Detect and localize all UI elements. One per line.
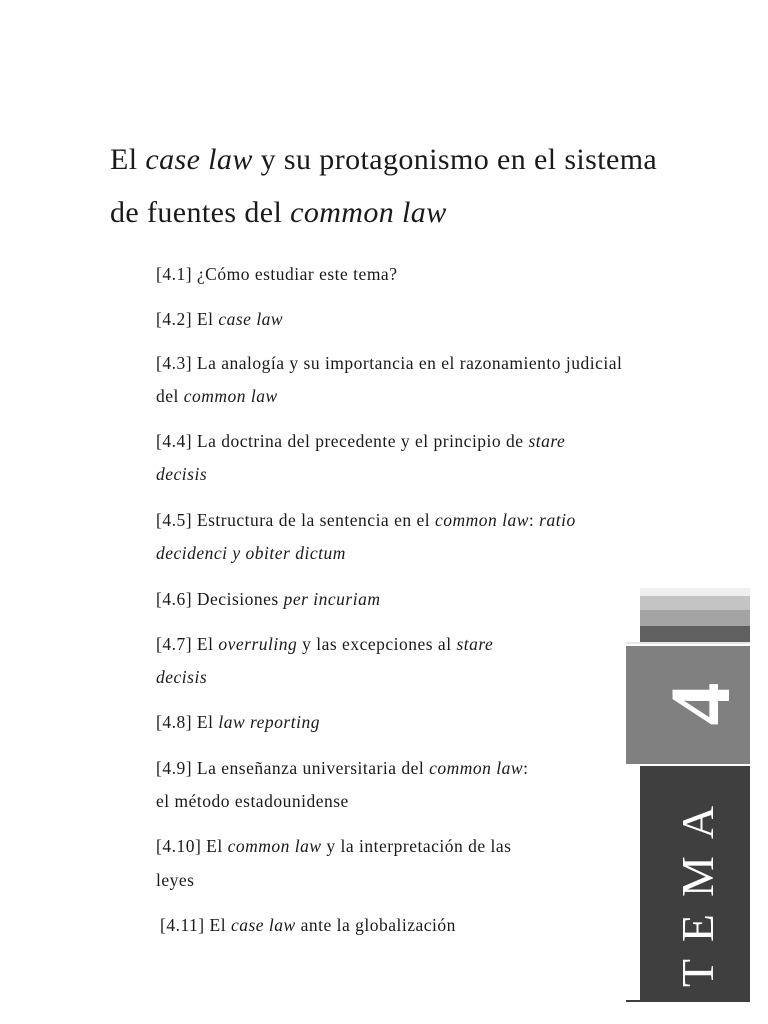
title-italic-term: common law bbox=[290, 196, 447, 229]
toc-item-text: : bbox=[523, 758, 529, 778]
toc-item-italic: decisis bbox=[156, 667, 208, 687]
toc-item-4-7-cont bbox=[156, 667, 207, 688]
toc-item-text: : bbox=[528, 510, 540, 530]
toc-item-text: La doctrina del precedente y el principio de bbox=[192, 431, 529, 451]
toc-item-italic: common law bbox=[434, 510, 529, 530]
toc-item-4-7[interactable] bbox=[156, 634, 493, 655]
toc-item-number: [4.3] bbox=[156, 353, 193, 373]
chapter-title bbox=[110, 133, 760, 239]
tab-stripe-band bbox=[640, 610, 750, 626]
toc-item-italic: decisis bbox=[156, 464, 208, 484]
title-text: de fuentes del bbox=[110, 196, 291, 229]
toc-item-italic: per incuriam bbox=[283, 589, 381, 609]
toc-item-number: [4.2] bbox=[156, 309, 193, 329]
tab-bottom-edge bbox=[626, 1000, 640, 1002]
toc-item-4-11[interactable] bbox=[160, 915, 456, 936]
toc-item-number: [4.9] bbox=[156, 758, 193, 778]
toc-item-number: [4.4] bbox=[156, 431, 193, 451]
toc-item-number: [4.5] bbox=[156, 510, 193, 530]
toc-item-number: [4.1] bbox=[156, 264, 193, 284]
toc-item-italic: decidenci y obiter dictum bbox=[156, 543, 346, 563]
toc-item-number: [4.6] bbox=[156, 589, 193, 609]
toc-item-italic: stare bbox=[456, 634, 494, 654]
toc-item-text: del bbox=[156, 386, 184, 406]
toc-item-4-3[interactable] bbox=[156, 353, 622, 374]
tab-stripe-band bbox=[640, 626, 750, 642]
toc-item-4-10[interactable] bbox=[156, 836, 511, 857]
toc-item-italic: common law bbox=[183, 386, 278, 406]
toc-item-text: Estructura de la sentencia en el bbox=[192, 510, 435, 530]
toc-item-text: el método estadounidense bbox=[156, 791, 349, 811]
toc-item-text: El bbox=[204, 915, 231, 935]
toc-item-text: ante la globalización bbox=[295, 915, 456, 935]
toc-item-italic: common law bbox=[429, 758, 524, 778]
title-text: y su protagonismo en el sistema bbox=[252, 143, 658, 176]
chapter-label: TEMA bbox=[672, 788, 723, 988]
toc-item-4-6[interactable] bbox=[156, 589, 380, 610]
toc-item-text: El bbox=[201, 836, 228, 856]
tab-stripe-band bbox=[640, 596, 750, 610]
chapter-number: 4 bbox=[652, 682, 748, 726]
toc-item-text: La analogía y su importancia en el razonamiento judicial bbox=[192, 353, 623, 373]
toc-item-text: Decisiones bbox=[192, 589, 284, 609]
toc-item-italic: law reporting bbox=[218, 712, 320, 732]
toc-item-4-9-cont bbox=[156, 791, 349, 812]
toc-item-number: [4.11] bbox=[160, 915, 205, 935]
toc-item-italic: case law bbox=[230, 915, 296, 935]
toc-item-4-9[interactable] bbox=[156, 758, 528, 779]
toc-item-number: [4.10] bbox=[156, 836, 202, 856]
toc-item-4-8[interactable] bbox=[156, 712, 320, 733]
toc-item-italic: stare bbox=[528, 431, 566, 451]
toc-item-number: [4.8] bbox=[156, 712, 193, 732]
toc-item-italic: case law bbox=[218, 309, 284, 329]
toc-item-4-5[interactable] bbox=[156, 510, 576, 531]
toc-item-4-2[interactable] bbox=[156, 309, 283, 330]
toc-item-text: y las excepciones al bbox=[297, 634, 457, 654]
toc-item-4-4-cont bbox=[156, 464, 207, 485]
toc-item-text: y la interpretación de las bbox=[321, 836, 512, 856]
toc-item-italic: ratio bbox=[539, 510, 576, 530]
title-italic-term: case law bbox=[145, 143, 253, 176]
toc-item-4-3-cont bbox=[156, 386, 278, 407]
toc-item-4-4[interactable] bbox=[156, 431, 565, 452]
toc-item-italic: common law bbox=[227, 836, 322, 856]
toc-item-text: El bbox=[192, 712, 219, 732]
toc-item-text: La enseñanza universitaria del bbox=[192, 758, 430, 778]
toc-item-4-1[interactable] bbox=[156, 264, 397, 285]
title-text: El bbox=[110, 143, 146, 176]
toc-item-4-5-cont bbox=[156, 543, 346, 564]
toc-item-text: ¿Cómo estudiar este tema? bbox=[192, 264, 398, 284]
toc-item-4-10-cont bbox=[156, 870, 194, 891]
toc-item-text: leyes bbox=[156, 870, 195, 890]
toc-item-text: El bbox=[192, 634, 219, 654]
toc-item-text: El bbox=[192, 309, 219, 329]
toc-item-number: [4.7] bbox=[156, 634, 193, 654]
tab-stripe-band bbox=[640, 588, 750, 596]
toc-item-italic: overruling bbox=[218, 634, 298, 654]
